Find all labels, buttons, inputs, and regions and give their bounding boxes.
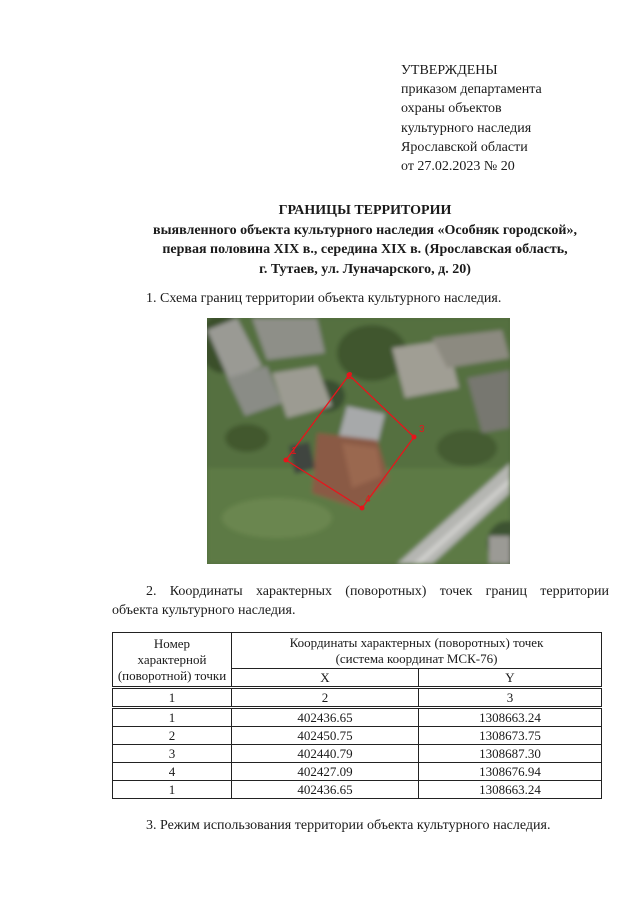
approval-line: Ярославской области [401, 139, 528, 155]
satellite-map-image [207, 318, 510, 564]
title-line: г. Тутаев, ул. Луначарского, д. 20) [259, 261, 471, 277]
x-cell: 402440.79 [232, 745, 419, 763]
section-2-line-2: объекта культурного наследия. [112, 603, 296, 618]
x-cell: 402436.65 [232, 781, 419, 799]
point-label-2: 2 [347, 371, 353, 382]
approval-block [401, 61, 542, 176]
approval-line: приказом департамента [401, 82, 542, 98]
title-line: первая половина XIX в., середина XIX в. (Ярославская область, [162, 242, 568, 257]
section-1-heading: 1. Схема границ территории объекта культурного наследия. [146, 291, 502, 306]
boundary-point-1 [284, 458, 289, 463]
approval-line: УТВЕРЖДЕНЫ [401, 63, 498, 78]
y-cell: 1308663.24 [419, 708, 602, 727]
point-label-4: 4 [365, 494, 371, 505]
table-row [113, 763, 602, 781]
column-number: 1 [113, 688, 232, 708]
document-title [100, 201, 630, 279]
x-cell: 402450.75 [232, 727, 419, 745]
point-number-cell: 3 [113, 745, 232, 763]
title-line: выявленного объекта культурного наследия «Особняк городской», [153, 222, 577, 238]
table-header-row [113, 633, 602, 669]
y-cell: 1308676.94 [419, 763, 602, 781]
column-number: 3 [419, 688, 602, 708]
boundary-scheme-map [207, 318, 510, 564]
approval-line: культурного наследия [401, 120, 532, 136]
title-line: ГРАНИЦЫ ТЕРРИТОРИИ [278, 203, 452, 218]
x-cell: 402427.09 [232, 763, 419, 781]
table-row [113, 745, 602, 763]
approval-line: охраны объектов [401, 101, 502, 117]
y-cell: 1308687.30 [419, 745, 602, 763]
section-2-line-1: 2. Координаты характерных (поворотных) точек границ территории [146, 584, 609, 599]
section-3-heading: 3. Режим использования территории объекта культурного наследия. [146, 818, 551, 833]
column-number: 2 [232, 688, 419, 708]
section-2-heading [112, 582, 609, 620]
point-number-cell: 2 [113, 727, 232, 745]
table-numbering-row [113, 688, 602, 708]
y-cell: 1308663.24 [419, 781, 602, 799]
coordinates-table [112, 632, 602, 799]
boundary-point-3 [412, 435, 417, 440]
table-row [113, 781, 602, 799]
point-label-1: 1 [291, 446, 297, 457]
point-label-3: 3 [419, 424, 425, 435]
approval-line: от 27.02.2023 № 20 [401, 159, 515, 175]
point-number-cell: 4 [113, 763, 232, 781]
header-y: Y [419, 669, 602, 688]
header-coordinates-group: Координаты характерных (поворотных) точек (система координат МСК-76) [232, 633, 602, 669]
point-number-cell: 1 [113, 781, 232, 799]
x-cell: 402436.65 [232, 708, 419, 727]
table-row [113, 727, 602, 745]
boundary-point-4 [360, 506, 365, 511]
table-row [113, 708, 602, 727]
header-point-number: Номер характерной (поворотной) точки [113, 633, 232, 688]
y-cell: 1308673.75 [419, 727, 602, 745]
point-number-cell: 1 [113, 708, 232, 727]
header-x: X [232, 669, 419, 688]
